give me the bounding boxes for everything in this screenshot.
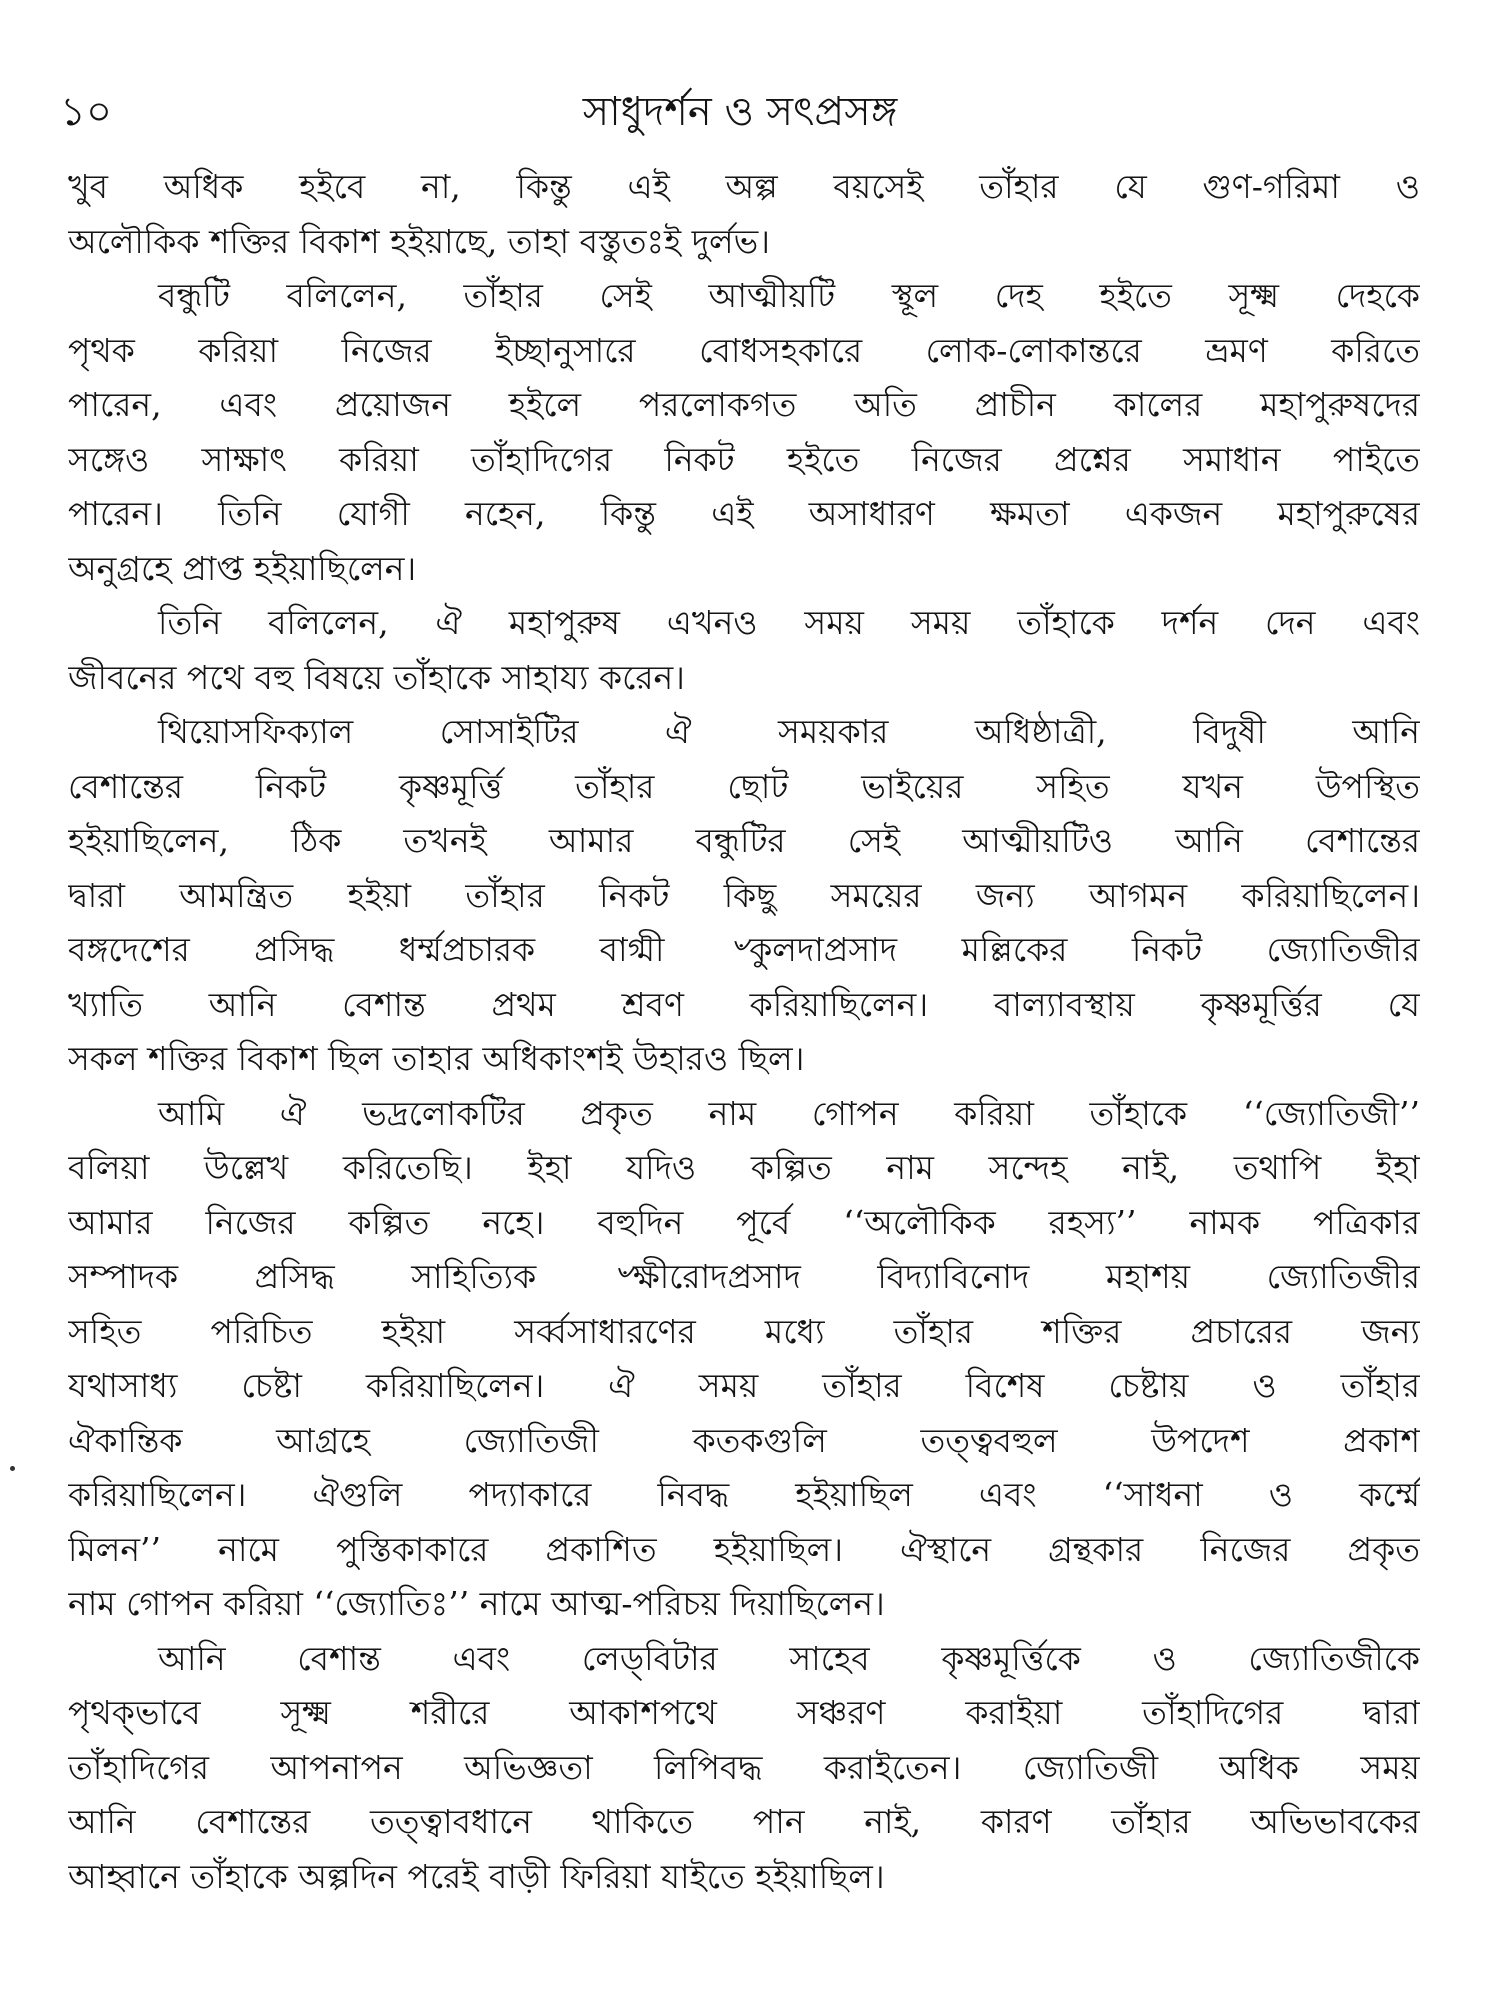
text-line: পৃথক করিয়া নিজের ইচ্ছানুসারে বোধসহকারে লোক-লোকান্তরে ভ্রমণ করিতে <box>68 330 1420 370</box>
text-line: তিনি বলিলেন, ঐ মহাপুরুষ এখনও সময় সময় তাঁহাকে দর্শন দেন এবং <box>158 603 1420 642</box>
text-line: থিয়োসফিক্যাল সোসাইটির ঐ সময়কার অধিষ্ঠাত্রী, বিদুষী আনি <box>158 712 1420 751</box>
text-line: আহ্বানে তাঁহাকে অল্পদিন পরেই বাড়ী ফিরিয়া যাইতে হইয়াছিল। <box>68 1856 885 1896</box>
text-line: বন্ধুটি বলিলেন, তাঁহার সেই আত্মীয়টি স্থূল দেহ হইতে সূক্ষ্ম দেহকে <box>158 276 1420 315</box>
text-line: আনি বেশান্ত এবং লেড্‌বিটার সাহেব কৃষ্ণমূর্ত্তিকে ও জ্যোতিজীকে <box>158 1638 1420 1678</box>
text-line: খ্যাতি আনি বেশান্ত প্রথম শ্রবণ করিয়াছিলেন। বাল্যাবস্থায় কৃষ্ণমূর্ত্তির যে <box>68 984 1420 1024</box>
text-line: খুব অধিক হইবে না, কিন্তু এই অল্প বয়সেই তাঁহার যে গুণ-গরিমা ও <box>68 167 1420 206</box>
text-line: আনি বেশান্তের তত্ত্বাবধানে থাকিতে পান নাই, কারণ তাঁহার অভিভাবকের <box>68 1802 1420 1841</box>
text-line: আমার নিজের কল্পিত নহে। বহুদিন পূর্বে ‘‘অলৌকিক রহস্য’’ নামক পত্রিকার <box>68 1202 1420 1242</box>
text-line: অলৌকিক শক্তির বিকাশ হইয়াছে, তাহা বস্তুতঃই দুর্লভ। <box>68 221 771 261</box>
text-line: সহিত পরিচিত হইয়া সর্ব্বসাধারণের মধ্যে তাঁহার শক্তির প্রচারের জন্য <box>68 1311 1420 1351</box>
page-number: ১০ <box>60 89 112 135</box>
text-line: আমি ঐ ভদ্রলোকটির প্রকৃত নাম গোপন করিয়া তাঁহাকে ‘‘জ্যোতিজী’’ <box>158 1093 1420 1133</box>
text-line: ঐকান্তিক আগ্রহে জ্যোতিজী কতকগুলি তত্ত্ববহুল উপদেশ প্রকাশ <box>68 1420 1420 1460</box>
text-line: পৃথক্‌ভাবে সূক্ষ্ম শরীরে আকাশপথে সঞ্চরণ করাইয়া তাঁহাদিগের দ্বারা <box>68 1693 1420 1732</box>
text-line: বলিয়া উল্লেখ করিতেছি। ইহা যদিও কল্পিত নাম সন্দেহ নাই, তথাপি ইহা <box>68 1148 1420 1187</box>
page-header <box>60 82 1420 142</box>
text-line: করিয়াছিলেন। ঐগুলি পদ্যাকারে নিবদ্ধ হইয়াছিল এবং ‘‘সাধনা ও কর্ম্মে <box>68 1475 1420 1514</box>
text-line: সম্পাদক প্রসিদ্ধ সাহিত্যিক ৺ক্ষীরোদপ্রসাদ বিদ্যাবিনোদ মহাশয় জ্যোতিজীর <box>68 1257 1420 1296</box>
text-line: বেশান্তের নিকট কৃষ্ণমূর্ত্তি তাঁহার ছোট ভাইয়ের সহিত যখন উপস্থিত <box>68 766 1420 806</box>
scan-speck <box>10 1466 15 1471</box>
text-line: মিলন’’ নামে পুস্তিকাকারে প্রকাশিত হইয়াছিল। ঐস্থানে গ্রন্থকার নিজের প্রকৃত <box>68 1529 1420 1569</box>
text-line: পারেন, এবং প্রয়োজন হইলে পরলোকগত অতি প্রাচীন কালের মহাপুরুষদের <box>68 385 1420 424</box>
text-line: সঙ্গেও সাক্ষাৎ করিয়া তাঁহাদিগের নিকট হইতে নিজের প্রশ্নের সমাধান পাইতে <box>68 439 1420 479</box>
text-line: বঙ্গদেশের প্রসিদ্ধ ধর্ম্মপ্রচারক বাগ্মী ৺কুলদাপ্রসাদ মল্লিকের নিকট জ্যোতিজীর <box>68 930 1420 969</box>
running-title: সাধুদর্শন ও সৎপ্রসঙ্গ <box>582 89 898 135</box>
text-line: অনুগ্রহে প্রাপ্ত হইয়াছিলেন। <box>68 548 417 588</box>
text-line: নাম গোপন করিয়া ‘‘জ্যোতিঃ’’ নামে আত্ম-পরিচয় দিয়াছিলেন। <box>68 1584 885 1623</box>
text-line: দ্বারা আমন্ত্রিত হইয়া তাঁহার নিকট কিছু সময়ের জন্য আগমন করিয়াছিলেন। <box>68 875 1420 915</box>
text-line: হইয়াছিলেন, ঠিক তখনই আমার বন্ধুটির সেই আত্মীয়টিও আনি বেশান্তের <box>68 821 1420 860</box>
text-line: সকল শক্তির বিকাশ ছিল তাহার অধিকাংশই উহারও ছিল। <box>68 1039 805 1078</box>
text-line: জীবনের পথে বহু বিষয়ে তাঁহাকে সাহায্য করেন। <box>68 657 685 697</box>
text-line: তাঁহাদিগের আপনাপন অভিজ্ঞতা লিপিবদ্ধ করাইতেন। জ্যোতিজী অধিক সময় <box>68 1747 1420 1787</box>
text-line: পারেন। তিনি যোগী নহেন, কিন্তু এই অসাধারণ ক্ষমতা একজন মহাপুরুষের <box>68 494 1420 533</box>
text-line: যথাসাধ্য চেষ্টা করিয়াছিলেন। ঐ সময় তাঁহার বিশেষ চেষ্টায় ও তাঁহার <box>68 1366 1420 1405</box>
body-text <box>68 160 1420 1940</box>
